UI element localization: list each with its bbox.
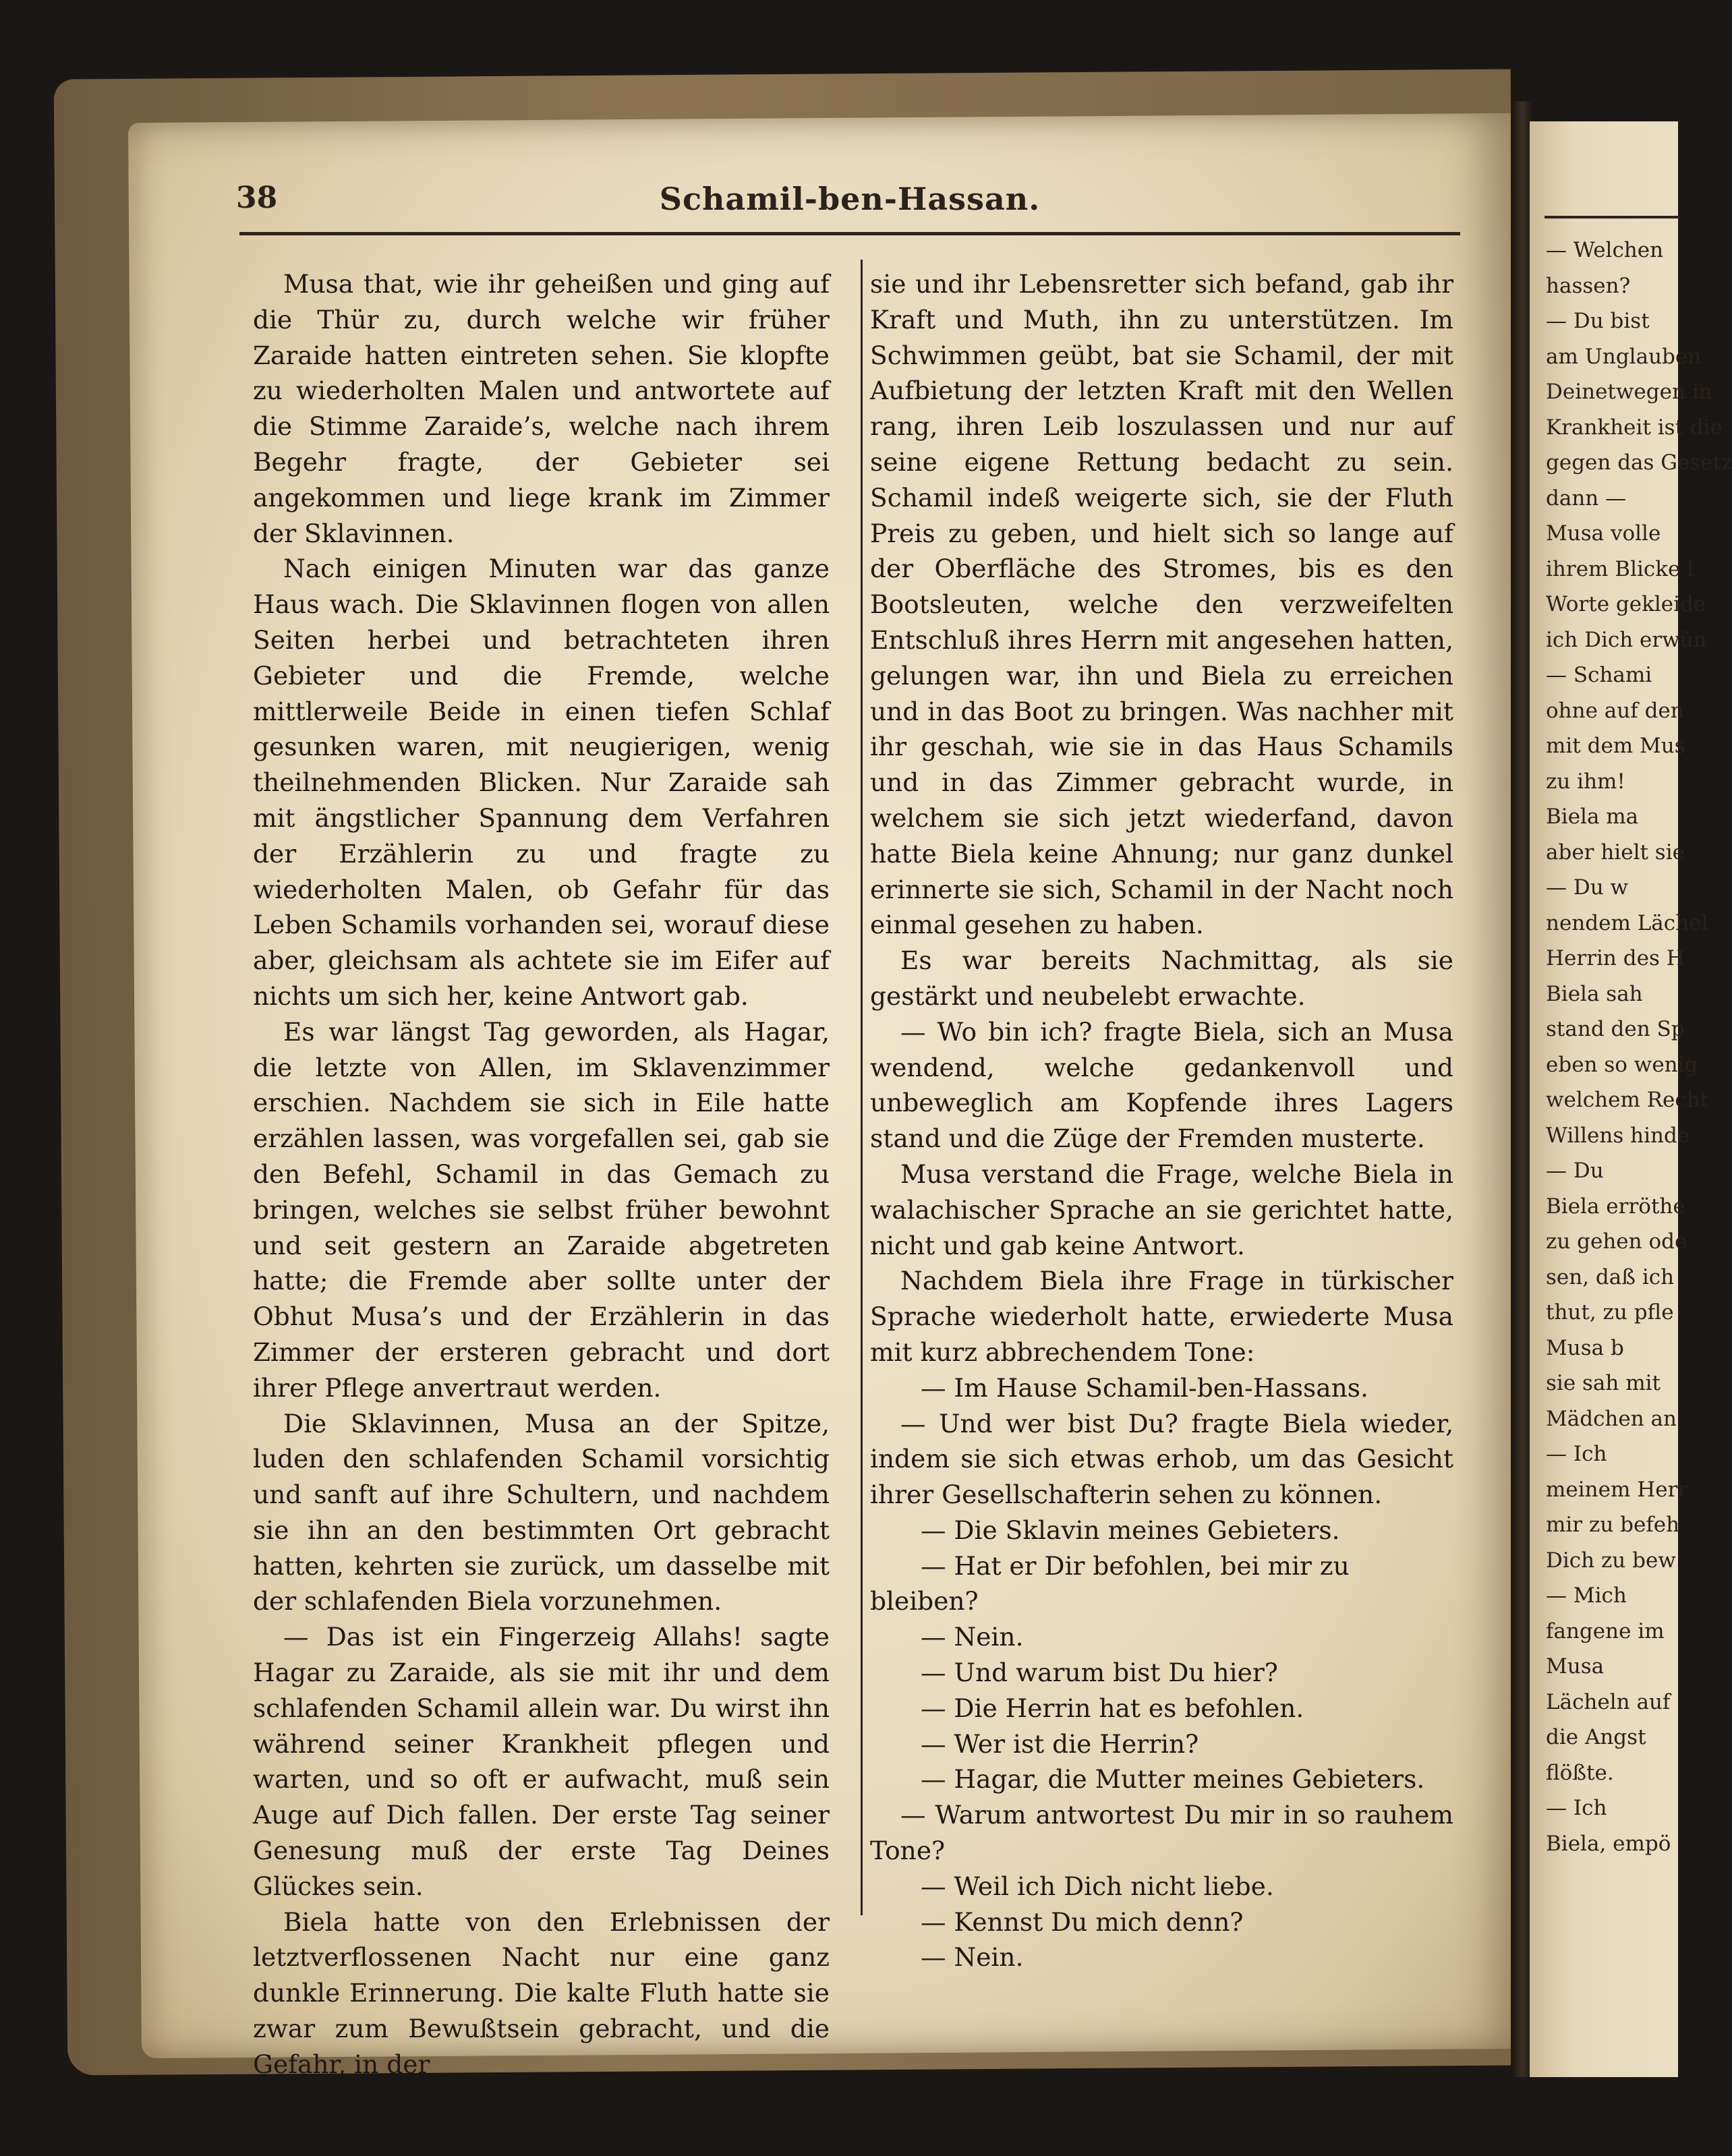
facing-line: welchem Recht: [1546, 1088, 1709, 1112]
paragraph: sie und ihr Lebensretter sich befand, gab ihr Kraft und Muth, ihn zu unterstützen. Im Schwimmen geübt, bat sie Schamil, der mit Aufbietung der letzten Kraft mit den Wellen rang, ihren Leib loszulassen und nur auf seine eigene Rettung bedacht zu sein. Schamil indeß weigerte sich, sie der Fluth Preis zu geben, und hielt sich so lange auf der Oberfläche des Stromes, bis es den Bootsleuten, welche den verzweifelten Entschluß ihres Herrn mit angesehen hatten, gelungen war, ihn und Biela zu erreichen und in das Boot zu bringen. Was nachher mit ihr geschah, wie sie in das Haus Schamils und in das Zimmer gebracht wurde, in welchem sie sich jetzt wiederfand, davon hatte Biela keine Ahnung; nur ganz dunkel erinnerte sie sich, Schamil in der Nacht noch einmal gesehen zu haben.: [870, 269, 1453, 940]
paragraph: — Nein.: [921, 1942, 1024, 1973]
facing-line: meinem Herr: [1546, 1477, 1688, 1502]
facing-line: Musa: [1546, 1654, 1605, 1679]
paragraph: Musa verstand die Frage, welche Biela in walachischer Sprache an sie gerichtet hatte, nicht und gab keine Antwort.: [870, 1159, 1453, 1260]
header-rule: [239, 232, 1460, 235]
facing-line: ich Dich erwün: [1546, 627, 1707, 652]
facing-line: aber hielt sie: [1546, 840, 1685, 865]
facing-line: Biela, empö: [1546, 1831, 1671, 1856]
facing-line: zu ihm!: [1546, 769, 1625, 794]
facing-line: Lächeln auf: [1546, 1689, 1671, 1714]
facing-line: — Du bist: [1546, 309, 1650, 333]
paragraph: — Die Sklavin meines Gebieters.: [921, 1515, 1340, 1545]
left-text-column: [253, 266, 830, 2082]
facing-line: — Du: [1546, 1159, 1604, 1183]
paragraph: — Nein.: [921, 1622, 1024, 1652]
facing-line: Willens hinde: [1546, 1123, 1690, 1148]
facing-line: Worte gekleide: [1546, 592, 1706, 616]
paragraph: Biela hatte von den Erlebnissen der letztverflossenen Nacht nur eine ganz dunkle Erinnerung. Die kalte Fluth hatte sie zwar zum Bewußtsein gebracht, und die Gefahr, in der: [253, 1906, 830, 2079]
facing-line: thut, zu pfle: [1546, 1300, 1674, 1324]
facing-page-text: [1546, 233, 1732, 1861]
page-number: 38: [236, 181, 278, 215]
paragraph: Musa that, wie ihr geheißen und ging auf die Thür zu, durch welche wir früher Zaraide hatten eintreten sehen. Sie klopfte zu wiederholten Malen und antwortete auf die Stimme Zaraide’s, welche nach ihrem Begehr fragte, der Gebieter sei angekommen und liege krank im Zimmer der Sklavinnen.: [253, 269, 830, 548]
facing-line: Biela ma: [1546, 805, 1639, 829]
facing-line: hassen?: [1546, 273, 1631, 298]
facing-line: eben so wenig: [1546, 1052, 1698, 1077]
facing-line: Herrin des H: [1546, 946, 1685, 970]
paragraph: Es war bereits Nachmittag, als sie gestärkt und neubelebt erwachte.: [870, 945, 1453, 1011]
paragraph: Nach einigen Minuten war das ganze Haus wach. Die Sklavinnen flogen von allen Seiten herbei und betrachteten ihren Gebieter und die Fremde, welche mittlerweile Beide in einen tiefen Schlaf gesunken waren, mit neugierigen, wenig theilnehmenden Blicken. Nur Zaraide sah mit ängstlicher Spannung dem Verfahren der Erzählerin zu und fragte zu wiederholten Malen, ob Gefahr für das Leben Schamils vorhanden sei, worauf diese aber, gleichsam als achtete sie im Eifer auf nichts um sich her, keine Antwort gab.: [253, 554, 830, 1011]
facing-line: fangene im: [1546, 1619, 1665, 1643]
paragraph: — Im Hause Schamil-ben-Hassans.: [921, 1372, 1368, 1403]
right-text-column: [870, 266, 1453, 1975]
facing-line: gegen das Gesetz: [1546, 450, 1732, 475]
facing-line: Biela sah: [1546, 981, 1643, 1006]
facing-line: Musa b: [1546, 1335, 1624, 1360]
running-title: Schamil-ben-Hassan.: [659, 181, 1041, 217]
facing-header-rule: [1545, 216, 1679, 218]
facing-line: Deinetwegen in: [1546, 380, 1712, 404]
paragraph: — Und warum bist Du hier?: [921, 1658, 1278, 1688]
facing-line: stand den Sp: [1546, 1017, 1685, 1041]
paragraph: — Hat er Dir befohlen, bei mir zu bleiben?: [870, 1550, 1350, 1616]
paragraph: — Kennst Du mich denn?: [921, 1906, 1244, 1937]
facing-line: Mädchen an: [1546, 1406, 1677, 1431]
facing-line: mit dem Mus: [1546, 734, 1685, 758]
paragraph: — Warum antwortest Du mir in so rauhem Tone?: [870, 1800, 1453, 1866]
facing-line: sie sah mit: [1546, 1371, 1661, 1395]
facing-line: ihrem Blicke l: [1546, 556, 1694, 581]
facing-line: — Du w: [1546, 875, 1629, 900]
paragraph: — Wo bin ich? fragte Biela, sich an Musa wendend, welche gedankenvoll und unbeweglich am Kopfende ihres Lagers stand und die Züge der Fremden musterte.: [870, 1016, 1453, 1154]
paragraph: Es war längst Tag geworden, als Hagar, die letzte von Allen, im Sklavenzimmer erschien. Nachdem sie sich in Eile hatte erzählen lassen, was vorgefallen sei, gab sie den Befehl, Schamil in das Gemach zu bringen, welches sie selbst früher bewohnt und seit gestern an Zaraide abgetreten hatte; die Fremde aber sollte unter der Obhut Musa’s und der Erzählerin in das Zimmer der ersteren gebracht und dort ihrer Pflege anvertraut werden.: [253, 1016, 830, 1403]
facing-line: Dich zu bew: [1546, 1548, 1676, 1573]
facing-line: Biela erröthe: [1546, 1194, 1685, 1219]
facing-line: — Mich: [1546, 1583, 1627, 1608]
paragraph: Die Sklavinnen, Musa an der Spitze, luden den schlafenden Schamil vorsichtig und sanft auf ihre Schultern, und nachdem sie ihn an den bestimmten Ort gebracht hatten, kehrten sie zurück, um dasselbe mit der schlafenden Biela vorzunehmen.: [253, 1408, 830, 1616]
facing-line: Musa volle: [1546, 521, 1661, 546]
paragraph: — Wer ist die Herrin?: [921, 1728, 1199, 1759]
paragraph: Nachdem Biela ihre Frage in türkischer Sprache wiederholt hatte, erwiederte Musa mit kurz abbrechendem Tone:: [870, 1266, 1453, 1367]
paragraph: — Die Herrin hat es befohlen.: [921, 1693, 1304, 1723]
facing-line: am Unglauben: [1546, 344, 1702, 369]
facing-line: Krankheit ist die: [1546, 415, 1723, 440]
facing-line: mir zu befeh: [1546, 1513, 1680, 1537]
facing-line: sen, daß ich: [1546, 1264, 1675, 1289]
facing-line: flößte.: [1546, 1760, 1614, 1785]
facing-line: nendem Lächel: [1546, 910, 1708, 935]
facing-line: die Angst: [1546, 1725, 1646, 1749]
facing-line: — Schami: [1546, 663, 1652, 687]
paragraph: — Das ist ein Fingerzeig Allahs! sagte Hagar zu Zaraide, als sie mit ihr und dem schlafenden Schamil allein war. Du wirst ihn während seiner Krankheit pflegen und warten, und so oft er aufwacht, muß sein Auge auf Dich fallen. Der erste Tag seiner Genesung muß der erste Tag Deines Glückes sein.: [253, 1622, 830, 1901]
column-divider: [861, 260, 863, 1915]
facing-line: — Ich: [1546, 1442, 1607, 1466]
facing-line: ohne auf den: [1546, 698, 1684, 723]
facing-line: — Welchen: [1546, 238, 1664, 262]
page-header: [236, 181, 1464, 235]
facing-line: zu gehen ode: [1546, 1229, 1687, 1254]
paragraph: — Und wer bist Du? fragte Biela wieder, indem sie sich etwas erhob, um das Gesicht ihrer Gesellschafterin sehen zu können.: [870, 1408, 1453, 1510]
paragraph: — Weil ich Dich nicht liebe.: [921, 1871, 1274, 1901]
facing-line: — Ich: [1546, 1796, 1607, 1820]
facing-line: dann —: [1546, 486, 1627, 511]
paragraph: — Hagar, die Mutter meines Gebieters.: [921, 1764, 1425, 1795]
